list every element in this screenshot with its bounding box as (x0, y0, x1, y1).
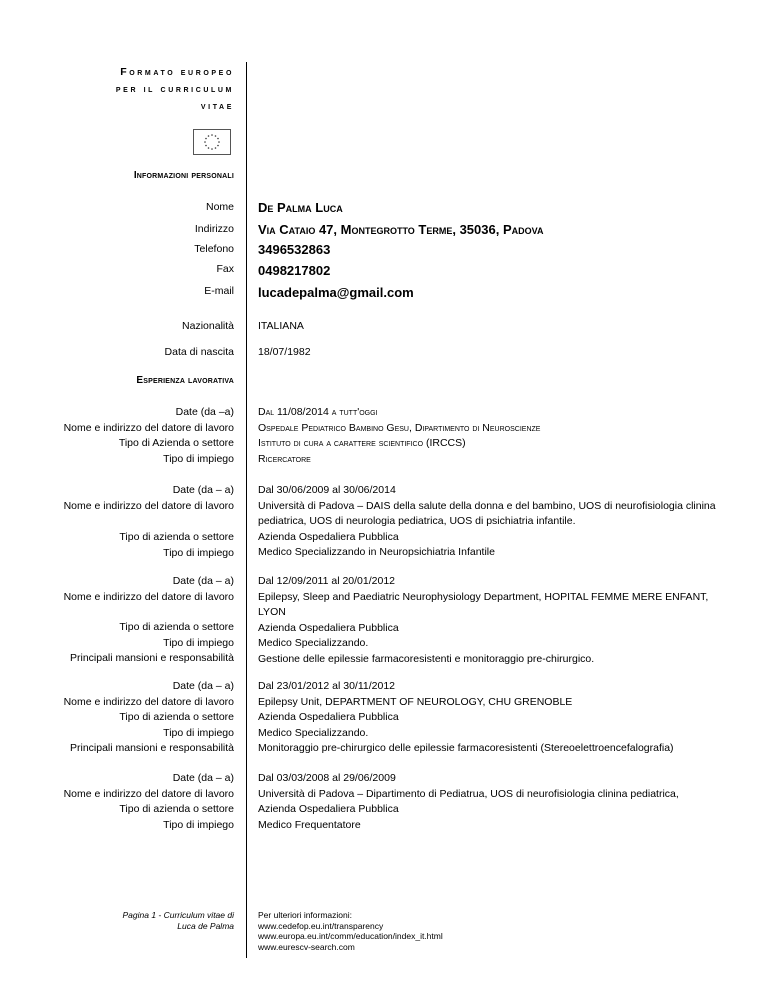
exp2-labels-b (119, 530, 234, 561)
label-phone: Telefono (194, 243, 234, 255)
label-birthdate: Data di nascita (164, 346, 234, 358)
header-line2: per il curriculum (115, 83, 234, 95)
footer-link[interactable]: www.cedefop.eu.int/transparency (258, 920, 384, 931)
label-date: Date (da – a) (172, 772, 234, 784)
value-nationality: ITALIANA (258, 320, 304, 332)
footer-page-info (123, 910, 235, 932)
value-phone: 3496532863 (258, 242, 331, 257)
exp5-sector: Azienda Ospedaliera Pubblica (258, 803, 399, 815)
eu-flag-icon (193, 129, 231, 155)
value-name: De Palma Luca (258, 200, 343, 215)
label-duties: Principali mansioni e responsabilità (69, 742, 234, 754)
exp4-duties: Monitoraggio pre-chirurgico delle epilessie farmacoresistenti (Stereoelettroencefalografia) (258, 742, 674, 754)
value-birthdate: 18/07/1982 (258, 346, 311, 358)
exp5-employer: Università di Padova – Dipartimento di Pediatrua, UOS di neurofisiologia clinina pediatrica, (258, 787, 679, 800)
footer-link[interactable]: www.europa.eu.int/comm/education/index_it.html (258, 931, 443, 941)
label-date: Date (da –a) (175, 406, 234, 418)
section-personal-info: Informazioni personali (133, 170, 234, 181)
vertical-divider (246, 62, 247, 958)
label-job: Tipo di impiego (163, 818, 234, 831)
exp3-date: Dal 12/09/2011 al 20/01/2012 (258, 575, 396, 587)
exp5-job: Medico Frequentatore (258, 818, 361, 831)
exp1-date: Dal 11/08/2014 a tutt'oggi (258, 406, 378, 418)
header-line3: vitae (200, 100, 234, 112)
exp3-duties: Gestione delle epilessie farmacoresistenti e monitoraggio pre-chirurgico. (258, 652, 595, 665)
exp4-sector: Azienda Ospedaliera Pubblica (258, 711, 399, 723)
label-address: Indirizzo (194, 223, 234, 235)
label-name: Nome (205, 201, 234, 213)
label-employer: Nome e indirizzo del datore di lavoro (63, 421, 234, 434)
exp4-employer: Epilepsy Unit, DEPARTMENT OF NEUROLOGY, CHU GRENOBLE (258, 695, 573, 708)
exp2-date: Dal 30/06/2009 al 30/06/2014 (258, 484, 396, 496)
exp1-employer: Ospedale Pediatrico Bambino Gesu, Dipartimento di Neuroscienze (258, 421, 541, 434)
exp2-sector: Azienda Ospedaliera Pubblica (258, 530, 399, 543)
label-job: Tipo di impiego (163, 452, 234, 465)
label-sector: Tipo di azienda o settore (119, 531, 234, 543)
exp2-job: Medico Specializzando in Neuropsichiatria Infantile (258, 546, 495, 558)
label-employer: Nome e indirizzo del datore di lavoro (63, 590, 234, 603)
exp3-values (258, 574, 728, 667)
label-date: Date (da – a) (172, 680, 234, 692)
label-sector: Tipo di azienda o settore (119, 711, 234, 723)
exp3-employer: Epilepsy, Sleep and Paediatric Neurophysiology Department, HOPITAL FEMME MERE ENFANT, LYON (258, 590, 709, 618)
label-job: Tipo di impiego (163, 726, 234, 739)
label-employer: Nome e indirizzo del datore di lavoro (63, 787, 234, 800)
label-fax: Fax (216, 263, 234, 275)
exp1-job: Ricercatore (258, 452, 311, 465)
exp5-labels (64, 771, 234, 833)
label-sector: Tipo di azienda o settore (119, 621, 234, 633)
exp1-sector: Istituto di cura a carattere scientifico (IRCCS) (258, 437, 466, 449)
footer-page-line1: Pagina 1 - Curriculum vitae di (122, 910, 234, 920)
label-job: Tipo di impiego (163, 636, 234, 649)
exp2-employer: Università di Padova – DAIS della salute della donna e del bambino, UOS di neurofisiologia clinina pediatrica, UOS di neurologia pediatrica, UOS di psichiatria infantile. (258, 499, 716, 527)
label-nationality: Nazionalità (182, 320, 234, 332)
exp4-labels (64, 679, 234, 757)
section-work-experience: Esperienza lavorativa (136, 375, 234, 386)
label-sector: Tipo di azienda o settore (119, 803, 234, 815)
header-title (116, 64, 234, 115)
exp3-job: Medico Specializzando. (258, 637, 369, 649)
exp2-values (258, 483, 728, 561)
label-sector: Tipo di Azienda o settore (118, 437, 234, 449)
exp4-values (258, 679, 728, 757)
footer-link[interactable]: www.eurescv-search.com (258, 941, 355, 952)
label-duties: Principali mansioni e responsabilità (69, 652, 234, 664)
label-employer: Nome e indirizzo del datore di lavoro (63, 695, 234, 708)
exp1-values (258, 405, 728, 467)
label-job: Tipo di impiego (163, 546, 234, 559)
value-fax: 0498217802 (258, 263, 331, 278)
exp3-sector: Azienda Ospedaliera Pubblica (258, 621, 399, 634)
label-date: Date (da – a) (172, 575, 234, 587)
exp3-labels (64, 574, 234, 605)
exp1-labels (64, 405, 234, 467)
exp4-job: Medico Specializzando. (258, 726, 369, 739)
footer-page-line2: Luca de Palma (177, 921, 234, 931)
footer-links (258, 910, 443, 952)
label-date: Date (da – a) (172, 484, 234, 496)
header-line1: Formato europeo (120, 66, 234, 78)
label-email: E-mail (204, 285, 234, 297)
exp2-labels (64, 483, 234, 514)
footer-info-label: Per ulteriori informazioni: (258, 910, 353, 920)
exp5-values (258, 771, 728, 833)
label-employer: Nome e indirizzo del datore di lavoro (63, 499, 234, 512)
exp5-date: Dal 03/03/2008 al 29/06/2009 (258, 772, 396, 784)
value-email[interactable]: lucadepalma@gmail.com (258, 285, 414, 300)
exp4-date: Dal 23/01/2012 al 30/11/2012 (258, 680, 396, 692)
exp3-labels-b (70, 620, 234, 667)
value-address: Via Cataio 47, Montegrotto Terme, 35036, Padova (258, 222, 544, 237)
